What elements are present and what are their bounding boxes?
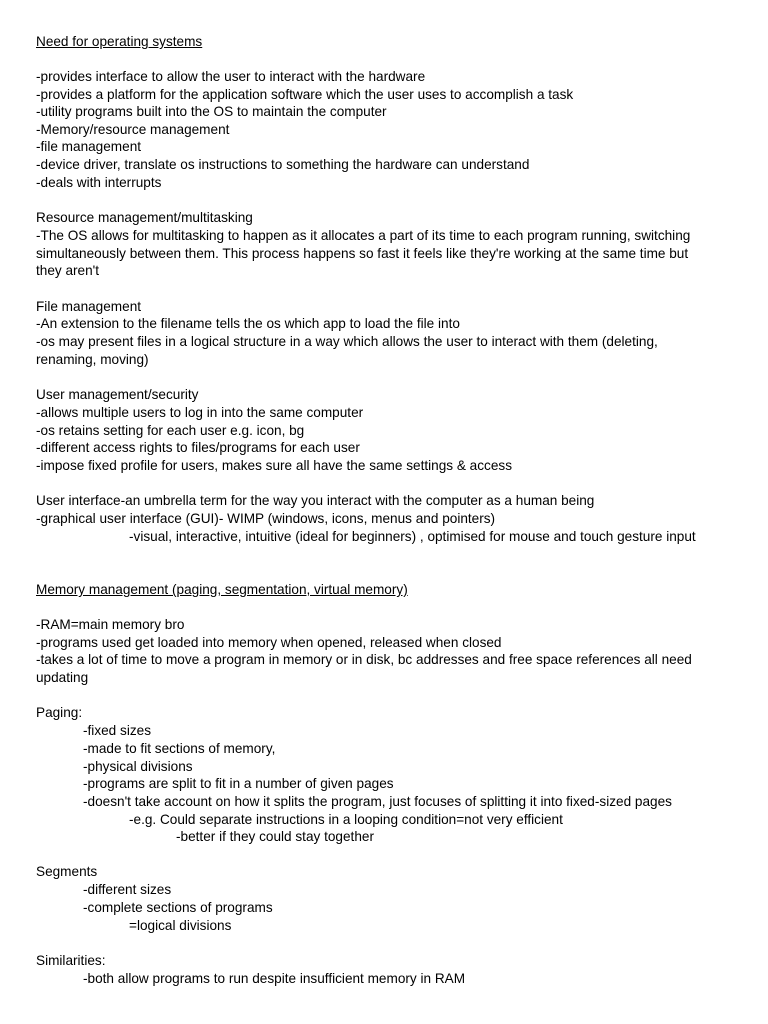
section-heading-ui: User interface-an umbrella term for the way you interact with the computer as a human being <box>36 493 595 508</box>
text-line: -allows multiple users to log in into the same computer <box>36 405 364 420</box>
section-heading-memory: Memory management (paging, segmentation, virtual memory) <box>36 582 408 597</box>
section-heading-resource: Resource management/multitasking <box>36 210 253 225</box>
text-line: -An extension to the filename tells the os which app to load the file into <box>36 316 460 331</box>
text-line: -os retains setting for each user e.g. icon, bg <box>36 423 305 438</box>
section-heading-similarities: Similarities: <box>36 953 106 968</box>
text-line: -visual, interactive, intuitive (ideal for beginners) , optimised for mouse and touch gesture input <box>129 529 696 544</box>
text-line: -programs used get loaded into memory when opened, released when closed <box>36 635 502 650</box>
bullet-line: -file management <box>36 139 142 154</box>
text-line: -made to fit sections of memory, <box>83 741 276 756</box>
text-line: -different sizes <box>83 882 172 897</box>
text-line: -doesn't take account on how it splits the program, just focuses of splitting it into fixed-sized pages <box>83 794 672 809</box>
text-line: -both allow programs to run despite insufficient memory in RAM <box>83 971 466 986</box>
section-heading-os: Need for operating systems <box>36 34 203 49</box>
text-line: -physical divisions <box>83 759 193 774</box>
text-line: =logical divisions <box>129 918 232 933</box>
section-heading-user: User management/security <box>36 387 199 402</box>
text-line: updating <box>36 670 89 685</box>
section-heading-paging: Paging: <box>36 705 83 720</box>
text-line: -fixed sizes <box>83 723 151 738</box>
text-line: -programs are split to fit in a number of given pages <box>83 776 394 791</box>
text-line: -takes a lot of time to move a program in memory or in disk, bc addresses and free space references all need <box>36 652 692 667</box>
text-line: -graphical user interface (GUI)- WIMP (windows, icons, menus and pointers) <box>36 511 496 526</box>
text-line: -os may present files in a logical structure in a way which allows the user to interact with them (deleting, <box>36 334 658 349</box>
bullet-line: -Memory/resource management <box>36 122 230 137</box>
bullet-line: -device driver, translate os instructions to something the hardware can understand <box>36 157 530 172</box>
bullet-line: -provides a platform for the application software which the user uses to accomplish a task <box>36 87 574 102</box>
text-line: -The OS allows for multitasking to happen as it allocates a part of its time to each program running, switching <box>36 228 691 243</box>
text-line: -e.g. Could separate instructions in a looping condition=not very efficient <box>129 812 563 827</box>
text-line: renaming, moving) <box>36 352 149 367</box>
text-line: -impose fixed profile for users, makes sure all have the same settings & access <box>36 458 512 473</box>
text-line: -different access rights to files/programs for each user <box>36 440 360 455</box>
text-line: -better if they could stay together <box>176 829 374 844</box>
section-heading-segments: Segments <box>36 864 98 879</box>
section-heading-file: File management <box>36 299 142 314</box>
text-line: they aren't <box>36 263 100 278</box>
bullet-line: -provides interface to allow the user to interact with the hardware <box>36 69 426 84</box>
text-line: -complete sections of programs <box>83 900 273 915</box>
bullet-line: -deals with interrupts <box>36 175 162 190</box>
text-line: simultaneously between them. This process happens so fast it feels like they're working at the same time but <box>36 246 689 261</box>
text-line: -RAM=main memory bro <box>36 617 185 632</box>
bullet-line: -utility programs built into the OS to maintain the computer <box>36 104 387 119</box>
